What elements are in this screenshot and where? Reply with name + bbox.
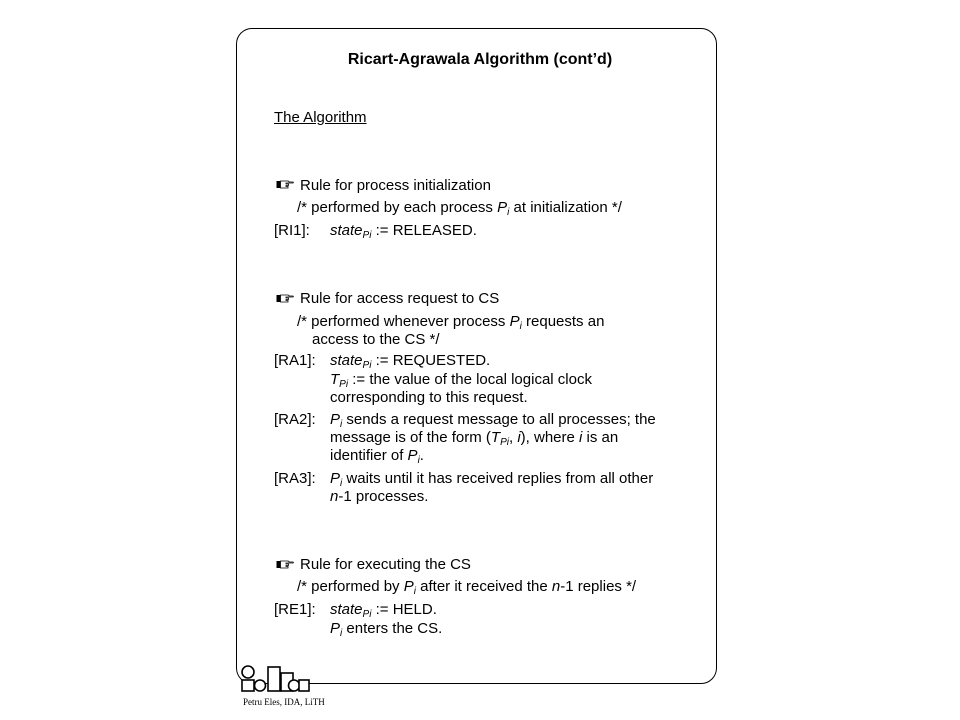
rule-init-heading: Rule for process initialization bbox=[300, 177, 491, 194]
rule-request-heading: Rule for access request to CS bbox=[300, 290, 500, 307]
ra2-line-3: identifier of $P_i$. bbox=[330, 447, 424, 466]
ra2-line-2: message is of the form ($T_{Pi}$, i), where i is an bbox=[330, 429, 619, 448]
footer-author: Petru Eles, IDA, LiTH bbox=[243, 697, 325, 707]
slide-title: Ricart-Agrawala Algorithm (cont’d) bbox=[347, 51, 613, 68]
re1-line-2: $P_i$ enters the CS. bbox=[330, 620, 443, 639]
ra3-label: [RA3]: bbox=[274, 470, 316, 487]
re1-label: [RE1]: bbox=[274, 601, 316, 618]
ra3-line-2: n-1 processes. bbox=[330, 488, 429, 505]
pointing-hand-icon bbox=[276, 558, 294, 570]
section-heading: The Algorithm bbox=[274, 109, 367, 126]
ra2-line-1: $P_i$ sends a request message to all processes; the bbox=[330, 411, 656, 430]
ra3-line-1: $P_i$ waits until it has received replies from all other bbox=[330, 470, 654, 489]
pointing-hand-icon bbox=[276, 178, 294, 190]
ida-logo bbox=[240, 664, 312, 694]
rule-init-comment: /* performed by each process $P_i$ at initialization */ bbox=[297, 199, 622, 218]
re1-statement: state$_{Pi}$ := HELD. bbox=[330, 601, 437, 620]
rule-request-comment-1: /* performed whenever process $P_i$ requests an bbox=[297, 313, 605, 332]
ra1-continuation: corresponding to this request. bbox=[330, 389, 528, 406]
ra1-statement: state$_{Pi}$ := REQUESTED. bbox=[330, 352, 491, 371]
rule-exec-heading: Rule for executing the CS bbox=[300, 556, 471, 573]
ra1-timestamp: $T_{Pi}$ := the value of the local logical clock bbox=[330, 371, 592, 390]
rule-request-comment-2: access to the CS */ bbox=[312, 331, 440, 348]
ra1-label: [RA1]: bbox=[274, 352, 316, 369]
ri1-statement: state$_{Pi}$ := RELEASED. bbox=[330, 222, 477, 241]
rule-exec-comment: /* performed by $P_i$ after it received the n-1 replies */ bbox=[297, 578, 637, 597]
pointing-hand-icon bbox=[276, 292, 294, 304]
ra2-label: [RA2]: bbox=[274, 411, 316, 428]
ri1-label: [RI1]: bbox=[274, 222, 310, 239]
